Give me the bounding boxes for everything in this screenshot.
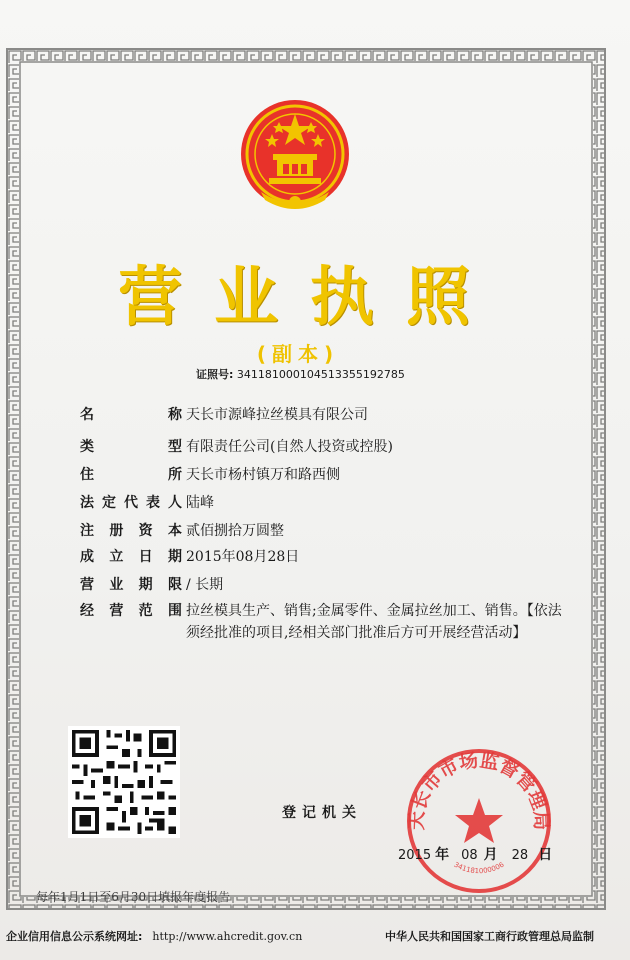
day-label: 日 xyxy=(538,847,553,863)
field-value: 拉丝模具生产、销售;金属零件、金属拉丝加工、销售。【依法须经批准的项目,经相关部门批准后方可开展经营活动】 xyxy=(186,603,562,641)
field-label: 成立日期 xyxy=(80,549,182,565)
month-label: 月 xyxy=(483,847,498,863)
national-emblem-icon xyxy=(235,96,355,214)
issue-year: 2015 xyxy=(398,848,432,863)
issuer-line: 中华人民共和国国家工商行政管理总局监制 xyxy=(385,930,594,943)
registration-value: 341181000104513355192785 xyxy=(236,368,405,381)
license-subtitle: (副本) xyxy=(256,342,340,366)
field-label: 营业期限 xyxy=(80,577,182,593)
field-value: 天长市源峰拉丝模具有限公司 xyxy=(186,407,368,423)
credit-system-url: http://www.ahcredit.gov.cn xyxy=(152,930,303,943)
svg-text:341181000006: 341181000006 xyxy=(452,860,506,876)
field-label: 住所 xyxy=(80,467,182,483)
svg-text:天长市市场监督管理局: 天长市市场监督管理局 xyxy=(405,749,553,831)
credit-system-label: 企业信用信息公示系统网址: xyxy=(6,930,143,943)
field-value: 贰佰捌拾万圆整 xyxy=(186,523,284,539)
license-title: 营业执照 xyxy=(118,261,502,335)
field-label: 法定代表人 xyxy=(80,495,182,511)
registration-authority: 登记机关 xyxy=(282,805,362,821)
official-seal xyxy=(404,746,554,896)
field-value: 陆峰 xyxy=(186,495,214,511)
credit-system-info xyxy=(6,928,302,944)
field-value: / 长期 xyxy=(186,577,224,593)
issue-day: 28 xyxy=(511,848,529,863)
field-value: 天长市杨村镇万和路西侧 xyxy=(186,467,340,483)
field-label: 名称 xyxy=(80,407,182,423)
registration-label: 证照号: xyxy=(196,368,234,381)
issue-month: 08 xyxy=(461,848,478,863)
qr-code xyxy=(68,726,180,838)
field-label: 类型 xyxy=(80,439,182,455)
field-value: 2015年08月28日 xyxy=(186,549,300,565)
year-label: 年 xyxy=(435,847,450,863)
field-label: 注册资本 xyxy=(80,523,182,539)
annual-report-notice: 每年1月1日至6月30日填报年度报告 xyxy=(36,890,231,904)
issue-date xyxy=(398,844,552,864)
registration-number xyxy=(196,366,405,382)
field-value: 有限责任公司(自然人投资或控股) xyxy=(186,439,393,455)
field-label: 经营范围 xyxy=(80,603,182,619)
